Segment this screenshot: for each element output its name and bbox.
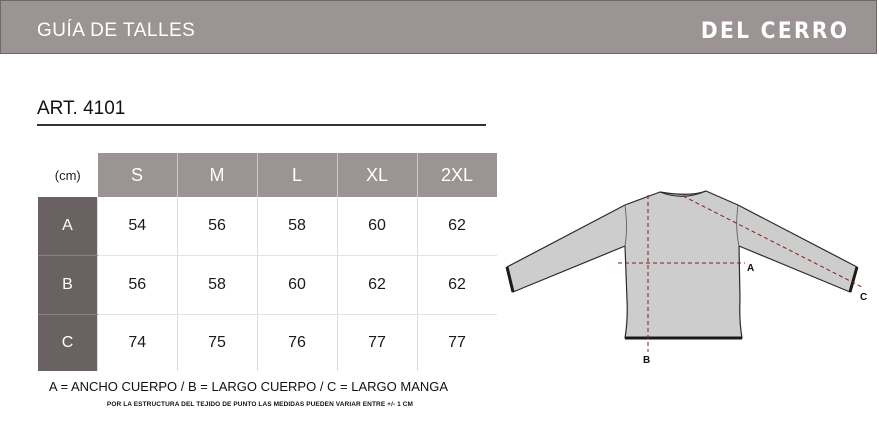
unit-label: (cm) [54, 167, 81, 183]
table-cell: 56 [177, 197, 257, 256]
garment-diagram [500, 180, 879, 380]
table-cell: 77 [417, 315, 497, 372]
size-header-l: L [257, 153, 337, 197]
table-cell: 75 [177, 315, 257, 372]
table-cell: 62 [337, 256, 417, 315]
row-label-b: B [38, 256, 98, 315]
size-header-s: S [98, 153, 178, 197]
table-row [38, 197, 497, 256]
table-cell: 62 [417, 256, 497, 315]
row-label-a: A [38, 197, 98, 256]
table-cell: 76 [257, 315, 337, 372]
size-header-2xl: 2XL [417, 153, 497, 197]
table-cell: 60 [337, 197, 417, 256]
diagram-label-a: A [747, 263, 755, 274]
size-header-xl: XL [337, 153, 417, 197]
measurement-legend: A = ANCHO CUERPO / B = LARGO CUERPO / C = LARGO MANGA [48, 379, 449, 394]
size-table [38, 153, 497, 371]
table-cell: 54 [98, 197, 178, 256]
diagram-label-b: B [643, 355, 651, 366]
table-cell: 60 [257, 256, 337, 315]
table-row [38, 256, 497, 315]
table-cell: 56 [98, 256, 178, 315]
sweater-shape [507, 191, 857, 338]
article-number: ART. 4101 [37, 98, 126, 119]
row-label-c: C [38, 315, 98, 372]
page-header [0, 0, 877, 54]
brand-logo: DEL CERRO [700, 19, 849, 44]
table-row [38, 315, 497, 372]
article-divider [37, 124, 486, 126]
table-cell: 62 [417, 197, 497, 256]
tolerance-note: POR LA ESTRUCTURA DEL TEJIDO DE PUNTO LAS MEDIDAS PUEDEN VARIAR ENTRE +/- 1 CM [106, 401, 414, 408]
size-header-row [38, 153, 497, 197]
diagram-label-c: C [860, 292, 868, 303]
table-cell: 58 [257, 197, 337, 256]
table-cell: 74 [98, 315, 178, 372]
size-header-m: M [177, 153, 257, 197]
table-cell: 58 [177, 256, 257, 315]
page-title: GUÍA DE TALLES [37, 20, 196, 41]
table-cell: 77 [337, 315, 417, 372]
